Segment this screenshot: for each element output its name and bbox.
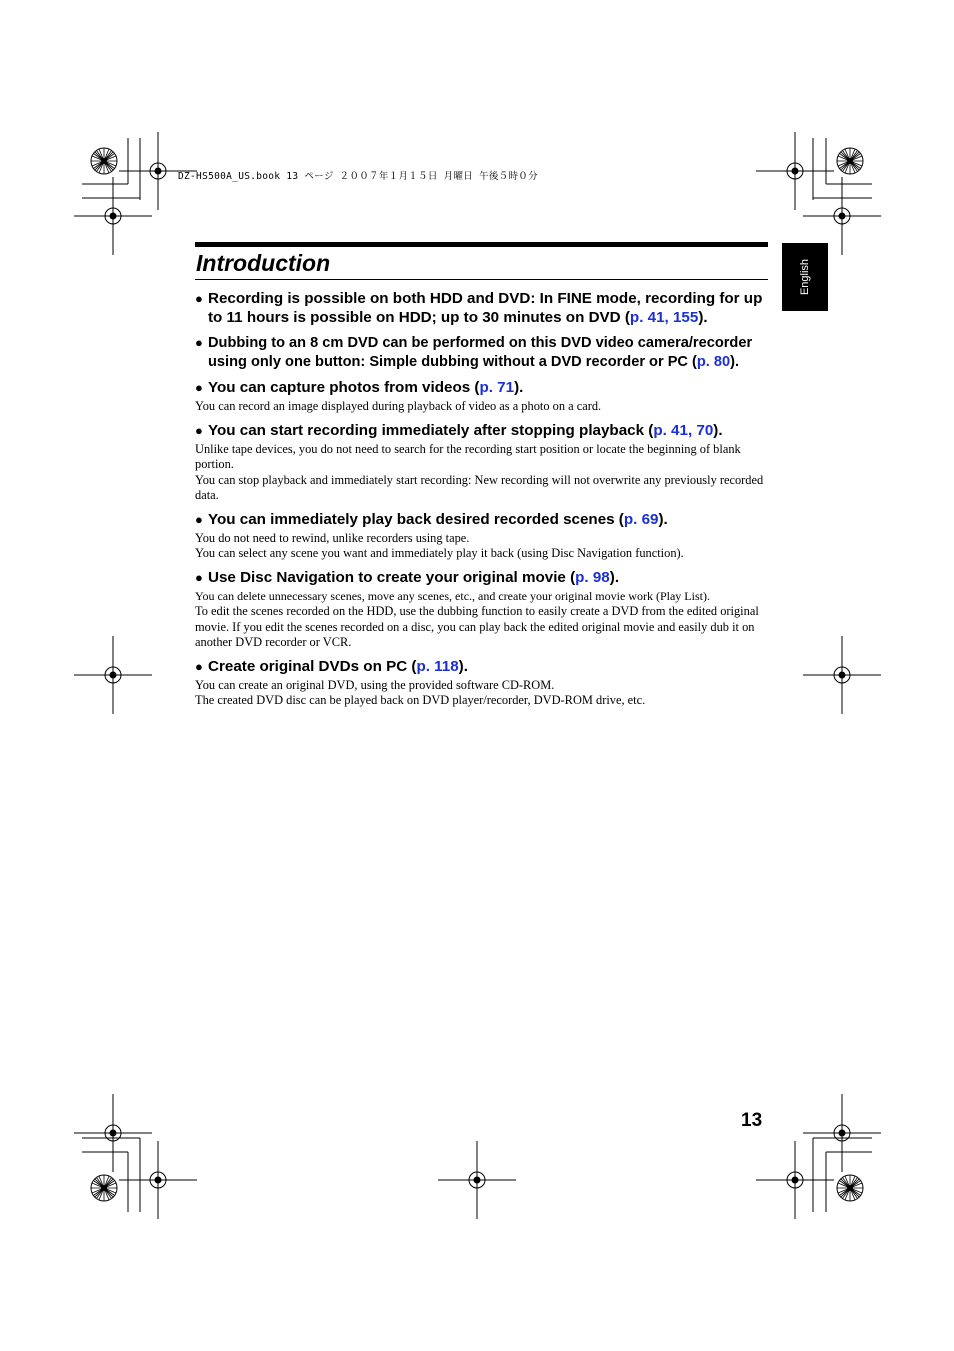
bullet-icon: ●	[195, 569, 203, 585]
feature-item	[195, 657, 768, 709]
feature-heading: ● Create original DVDs on PC (p. 118).	[195, 657, 468, 675]
page-link[interactable]: p. 80	[696, 354, 731, 370]
feature-description: You can delete unnecessary scenes, move any scenes, etc., and create your original movie work (Play List).	[195, 588, 710, 603]
feature-heading: ● You can start recording immediately after stopping playback (p. 41, 70).	[195, 421, 723, 439]
bullet-icon: ●	[195, 658, 203, 674]
feature-description: You can create an original DVD, using the provided software CD-ROM.	[195, 677, 555, 692]
feature-heading: ● Dubbing to an 8 cm DVD can be performed on this DVD video camera/recorder using only one button: Simple dubbing without a DVD recorder or PC (p. 80).	[195, 335, 753, 370]
language-tab-label: English	[799, 258, 811, 296]
feature-description: You can select any scene you want and immediately play it back (using Disc Navigation function).	[195, 546, 684, 560]
feature-description: The created DVD disc can be played back on DVD player/recorder, DVD-ROM drive, etc.	[195, 693, 646, 707]
bullet-icon: ●	[195, 380, 203, 395]
feature-heading: ● You can capture photos from videos (p. 71).	[195, 379, 524, 396]
feature-description: To edit the scenes recorded on the HDD, use the dubbing function to easily create a DVD from the edited original movie. If you edit the scenes recorded on a disc, you can play back the edited original movie and easily dub it on another DVD recorder or VCR.	[195, 604, 759, 649]
feature-description: You can record an image displayed during playback of video as a photo on a card.	[195, 399, 602, 413]
title-rule-top	[195, 242, 768, 247]
file-info-header: DZ-HS500A_US.book 13 ページ ２００７年１月１５日 月曜日 午後５時０分	[178, 171, 538, 182]
feature-heading: ● Use Disc Navigation to create your original movie (p. 98).	[195, 568, 620, 586]
feature-item	[195, 510, 768, 562]
bullet-icon: ●	[195, 511, 203, 527]
feature-item	[195, 421, 768, 504]
page-link[interactable]: p. 41, 155	[629, 309, 699, 326]
page-link[interactable]: p. 71	[479, 379, 515, 396]
feature-description: Unlike tape devices, you do not need to search for the recording start position or locate the beginning of blank portion.	[195, 441, 741, 471]
introduction-content	[195, 289, 768, 714]
feature-description: You can stop playback and immediately start recording: New recording will not overwrite any previously recorded data.	[195, 472, 764, 502]
feature-item	[195, 289, 768, 327]
language-tab	[782, 243, 828, 311]
feature-heading: ● You can immediately play back desired recorded scenes (p. 69).	[195, 510, 668, 528]
feature-item	[195, 378, 768, 415]
page-link[interactable]: p. 118	[416, 657, 459, 675]
title-rule-bottom	[195, 279, 768, 280]
page-link[interactable]: p. 98	[575, 568, 610, 586]
feature-item	[195, 568, 768, 651]
bullet-icon: ●	[195, 291, 203, 306]
page-title: Introduction	[196, 250, 331, 276]
page-link[interactable]: p. 41, 70	[653, 421, 714, 439]
bullet-icon: ●	[195, 422, 203, 438]
page-number: 13	[741, 1110, 763, 1131]
feature-heading: ● Recording is possible on both HDD and DVD: In FINE mode, recording for up to 11 hours is possible on HDD; up to 30 minutes on DVD (p. 41, 155).	[195, 290, 763, 326]
feature-item	[195, 333, 768, 372]
bullet-icon: ●	[195, 335, 203, 350]
feature-description: You do not need to rewind, unlike recorders using tape.	[195, 530, 470, 545]
page-link[interactable]: p. 69	[623, 510, 659, 528]
